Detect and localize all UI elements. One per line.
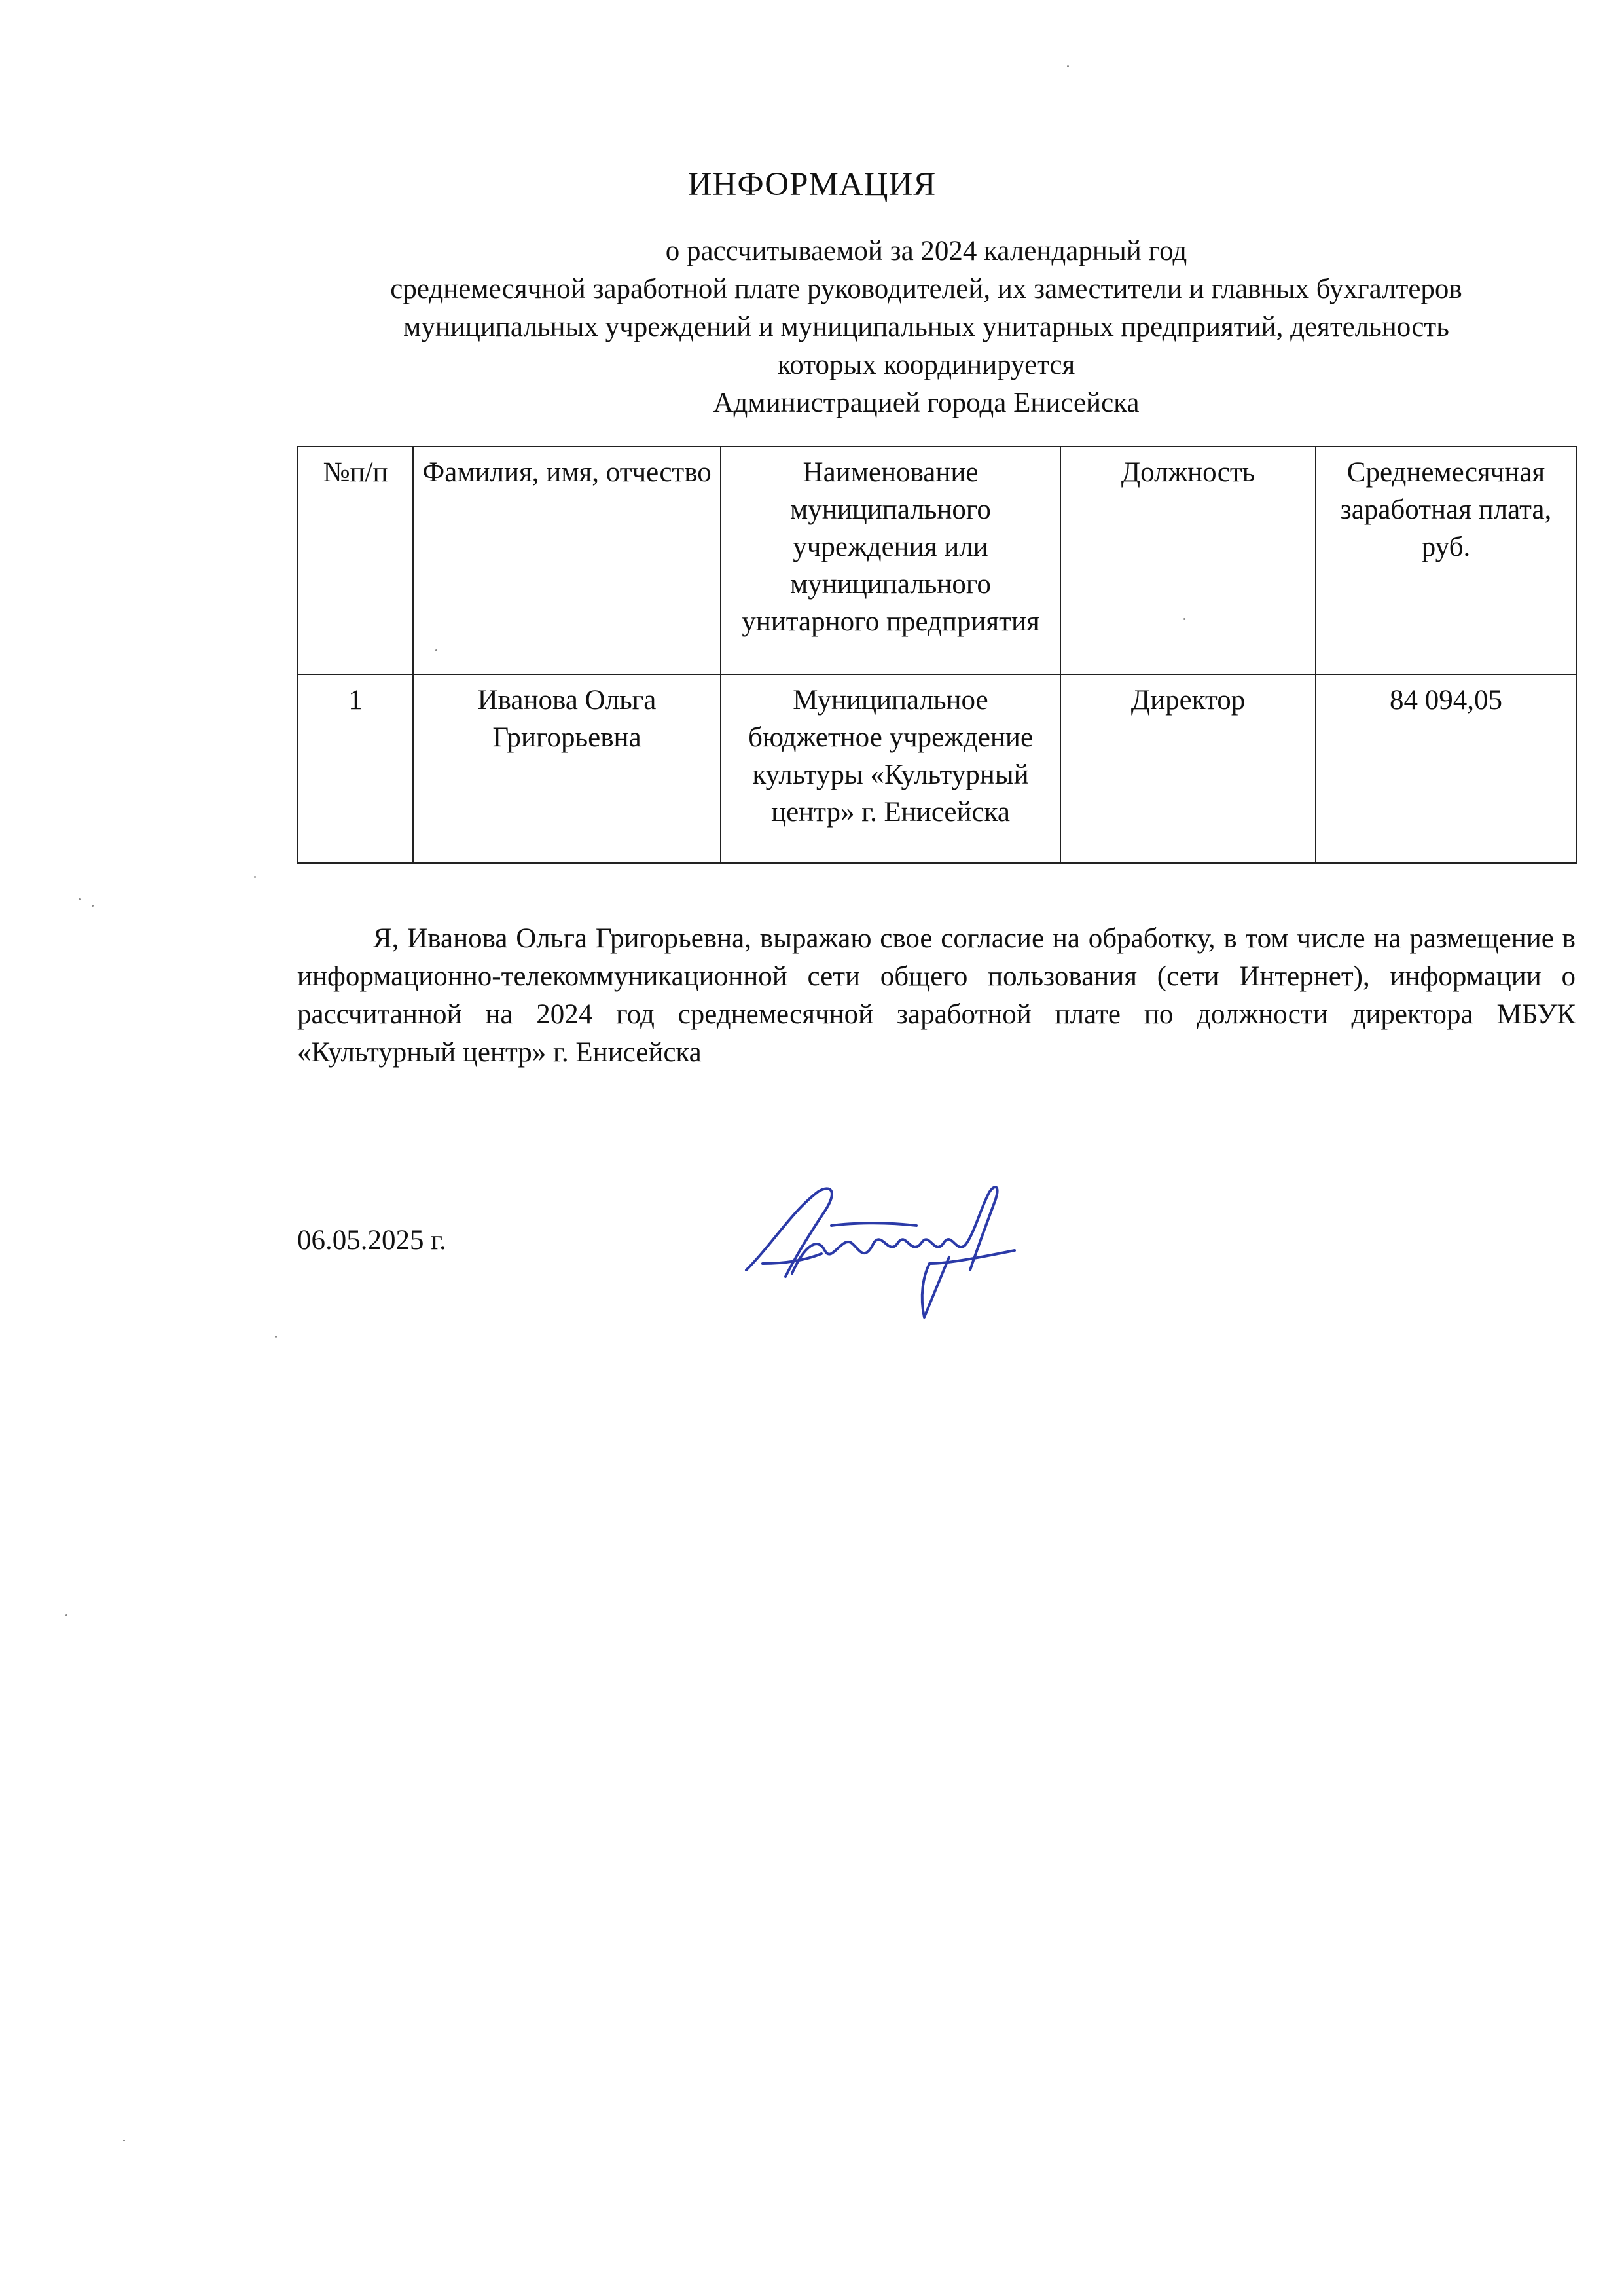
scan-speck [1183, 618, 1185, 620]
document-date: 06.05.2025 г. [297, 1225, 446, 1256]
scan-speck [275, 1336, 277, 1338]
header-number: №п/п [298, 446, 413, 674]
subtitle-line: среднемесячной заработной плате руководителей, их заместители и главных бухгалтеров [390, 274, 1462, 304]
cell-full-name: Иванова Ольга Григорьевна [413, 674, 721, 863]
cell-position: Директор [1060, 674, 1316, 863]
scan-speck [65, 1614, 67, 1616]
scan-speck [254, 876, 256, 878]
document-title: ИНФОРМАЦИЯ [687, 166, 937, 203]
scan-speck [1067, 65, 1069, 67]
scan-speck [79, 898, 81, 900]
subtitle-line: муниципальных учреждений и муниципальных унитарных предприятий, деятельность [403, 312, 1449, 342]
header-salary: Среднемесячная заработная плата, руб. [1316, 446, 1576, 674]
cell-salary: 84 094,05 [1316, 674, 1576, 863]
subtitle-line: Администрацией города Енисейска [713, 388, 1140, 418]
signature-image [733, 1165, 1060, 1322]
table-header-row [298, 446, 1576, 674]
consent-paragraph: Я, Иванова Ольга Григорьевна, выражаю свое согласие на обработку, в том числе на размещение в информационно-телекоммуникационной сети общего пользования (сети Интернет), информации о рассчитанной на 2024 год среднемесячной заработной плате по должности директора МБУК «Культурный центр» г. Енисейска [297, 923, 1576, 1068]
cell-number: 1 [298, 674, 413, 863]
scan-speck [435, 649, 437, 651]
scan-speck [92, 905, 94, 907]
header-position: Должность [1060, 446, 1316, 674]
document-subtitle [275, 232, 1578, 422]
signature-strokes [746, 1187, 1015, 1317]
salary-table [297, 446, 1577, 864]
header-full-name: Фамилия, имя, отчество [413, 446, 721, 674]
table-row [298, 674, 1576, 863]
subtitle-line: о рассчитываемой за 2024 календарный год [665, 236, 1187, 266]
cell-institution: Муниципальное бюджетное учреждение культуры «Культурный центр» г. Енисейска [721, 674, 1060, 863]
subtitle-line: которых координируется [777, 350, 1075, 380]
header-institution: Наименование муниципального учреждения или муниципального унитарного предприятия [721, 446, 1060, 674]
scan-speck [123, 2140, 125, 2141]
